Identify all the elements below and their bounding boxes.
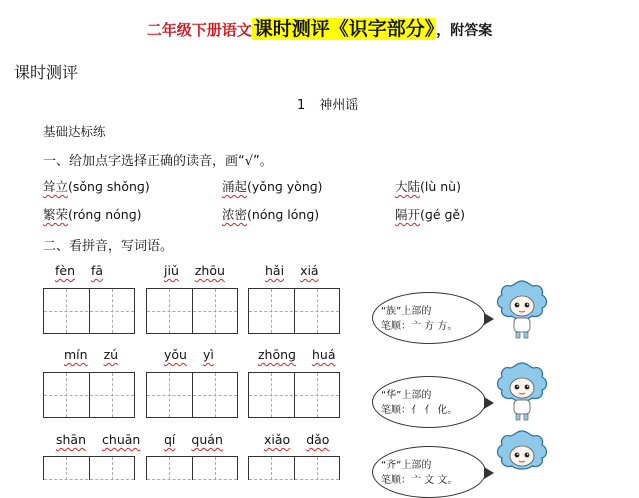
q1-options: (nónɡ lónɡ) [247, 207, 320, 222]
pinyin-word [265, 263, 319, 278]
cartoon-character-icon [492, 428, 552, 490]
title-highlight: 课时测评《识字部分》 [253, 18, 435, 40]
pinyin-syllable: jiǔ [164, 263, 179, 278]
q1-word: 隔开 [395, 207, 421, 222]
cartoon-character-icon [492, 278, 552, 340]
title-suffix: ，附答案 [436, 23, 493, 39]
pinyin-syllable: zhōu [194, 263, 225, 278]
document-title [0, 14, 639, 41]
pinyin-syllable: fā [91, 263, 104, 278]
q1-word: 耸立 [43, 179, 69, 194]
q1-options: (ɡé ɡě) [420, 207, 465, 222]
cartoon-character-icon [492, 360, 552, 422]
lesson-title [297, 94, 358, 113]
q1-word: 繁荣 [43, 207, 69, 222]
writing-grid[interactable] [146, 372, 238, 418]
writing-grid[interactable] [43, 372, 135, 418]
q1-options: (rónɡ nónɡ) [68, 207, 142, 222]
pinyin-syllable: huá [312, 347, 336, 362]
q1-item [222, 177, 323, 195]
writing-grid[interactable] [146, 456, 238, 480]
pinyin-word [258, 347, 336, 362]
writing-grid[interactable] [248, 456, 340, 480]
q1-word: 浓密 [222, 207, 248, 222]
tip-line: “族”上部的 [381, 306, 432, 317]
writing-grid[interactable] [43, 456, 135, 480]
tip-bubble [372, 446, 486, 498]
tip-line: 笔顺：亻 亻 化。 [381, 405, 458, 416]
pinyin-syllable: dǎo [306, 432, 330, 447]
title-grade: 二年级下册语文 [146, 21, 252, 39]
pinyin-syllable: zú [103, 347, 119, 362]
tip-line: “华”上部的 [381, 390, 432, 401]
lesson-number: 1 [297, 98, 306, 113]
q1-options: (yǒnɡ yònɡ) [247, 179, 323, 194]
q1-options: (lù nù) [420, 179, 461, 194]
pinyin-syllable: zhōnɡ [258, 347, 296, 362]
q1-item [395, 205, 465, 223]
question-2-prompt: 二、看拼音，写词语。 [43, 239, 174, 254]
pinyin-syllable: yì [202, 347, 214, 362]
pinyin-syllable: shān [56, 432, 87, 447]
question-1-prompt: 一、给加点字选择正确的读音，画“√”。 [43, 154, 273, 169]
pinyin-word [55, 263, 103, 278]
pinyin-word [56, 432, 140, 447]
q1-word: 涌起 [222, 179, 248, 194]
pinyin-word [164, 347, 214, 362]
q1-word: 大陆 [395, 179, 421, 194]
subtitle: 基础达标练 [43, 124, 106, 139]
pinyin-word [64, 347, 118, 362]
q1-item [43, 205, 142, 223]
q1-item [43, 177, 150, 195]
pinyin-syllable: chuān [102, 432, 141, 447]
pinyin-word [164, 432, 223, 447]
writing-grid[interactable] [248, 372, 340, 418]
writing-grid[interactable] [43, 288, 135, 334]
tip-line: 笔顺：亠 文 文。 [381, 475, 458, 486]
pinyin-syllable: quán [191, 432, 223, 447]
pinyin-word [264, 432, 329, 447]
pinyin-word [164, 263, 225, 278]
pinyin-syllable: yǒu [164, 347, 187, 362]
tip-bubble [372, 376, 486, 428]
pinyin-syllable: hǎi [265, 263, 285, 278]
q1-item [395, 177, 461, 195]
tip-line: “齐”上部的 [381, 460, 432, 471]
lesson-name: 神州谣 [319, 98, 359, 113]
pinyin-syllable: qí [164, 432, 176, 447]
writing-grid[interactable] [248, 288, 340, 334]
q1-options: (sǒnɡ shǒnɡ) [68, 179, 150, 194]
pinyin-syllable: fèn [55, 263, 76, 278]
pinyin-syllable: mín [64, 347, 88, 362]
tip-bubble [372, 292, 486, 344]
writing-grid[interactable] [146, 288, 238, 334]
section-heading: 课时测评 [14, 63, 79, 82]
q1-item [222, 205, 319, 223]
pinyin-syllable: xiá [300, 263, 319, 278]
pinyin-syllable: xiǎo [264, 432, 291, 447]
tip-line: 笔顺：亠 方 方。 [381, 321, 458, 332]
